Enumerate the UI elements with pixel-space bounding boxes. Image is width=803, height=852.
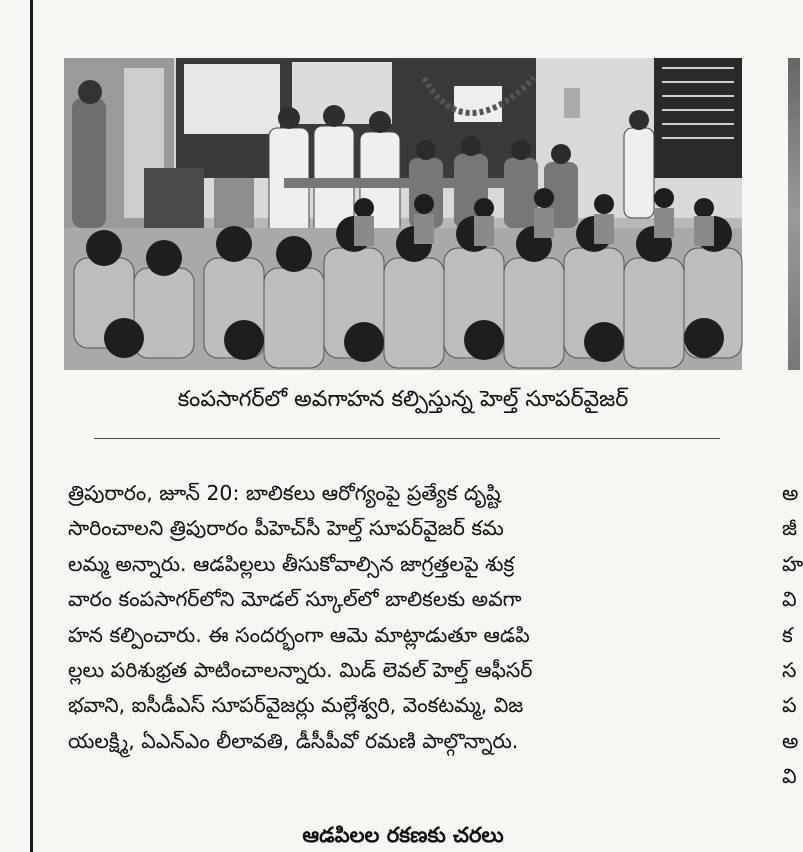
next-column-line: క: [782, 622, 793, 647]
next-column-line: అ: [782, 728, 799, 753]
article-line: ల్లలు పరిశుభ్రత పాటించాలన్నారు. మిడ్ లెవల్ హెల్త్ ఆఫీసర్: [68, 657, 533, 682]
article-line: హన కల్పించారు. ఈ సందర్భంగా ఆమె మాట్లాడుతూ ఆడపి: [68, 622, 530, 647]
next-column-line: జీ: [782, 516, 797, 541]
article-line: యలక్ష్మి, ఏఎన్ఎం లీలావతి, డీసీపీవో రమణి పాల్గొన్నారు.: [68, 728, 519, 753]
news-photo: [64, 58, 742, 370]
next-column-line: ప: [782, 693, 797, 718]
next-column-line: వి: [782, 587, 797, 612]
article-body: [68, 476, 740, 759]
next-column-line: స: [782, 657, 797, 682]
photo-caption: కంపసాగర్‌లో అవగాహన కల్పిస్తున్న హెల్త్ సూపర్‌వైజర్: [177, 387, 629, 412]
column-rule: [30, 0, 33, 852]
next-column-line: వి: [782, 764, 797, 789]
next-column-line: హ: [782, 551, 803, 576]
caption-underline: [94, 438, 720, 439]
article-line: త్రిపురారం, జూన్ 20: బాలికలు ఆరోగ్యంపై ప్రత్యేక దృష్టి: [68, 481, 501, 505]
next-column-fragment: [782, 476, 803, 795]
next-column-line: అ: [782, 481, 799, 505]
article-line: భవాని, ఐసీడీఎస్ సూపర్‌వైజర్లు మల్లేశ్వరి, వెంకటమ్మ, విజ: [68, 693, 524, 718]
article-line: సారించాలని త్రిపురారం పీహెచ్‌సీ హెల్త్ సూపర్‌వైజర్ కమ: [68, 516, 504, 541]
adjacent-photo-edge: [788, 58, 800, 370]
article-line: లమ్మ అన్నారు. ఆడపిల్లలు తీసుకోవాల్సిన జాగ్రత్తలపై శుక్ర: [68, 551, 515, 576]
article-subheading: ఆడపిలల రకణకు చరలు: [302, 823, 504, 847]
article-line: వారం కంపసాగర్‌లోని మోడల్ స్కూల్‌లో బాలికలకు అవగా: [68, 587, 522, 612]
